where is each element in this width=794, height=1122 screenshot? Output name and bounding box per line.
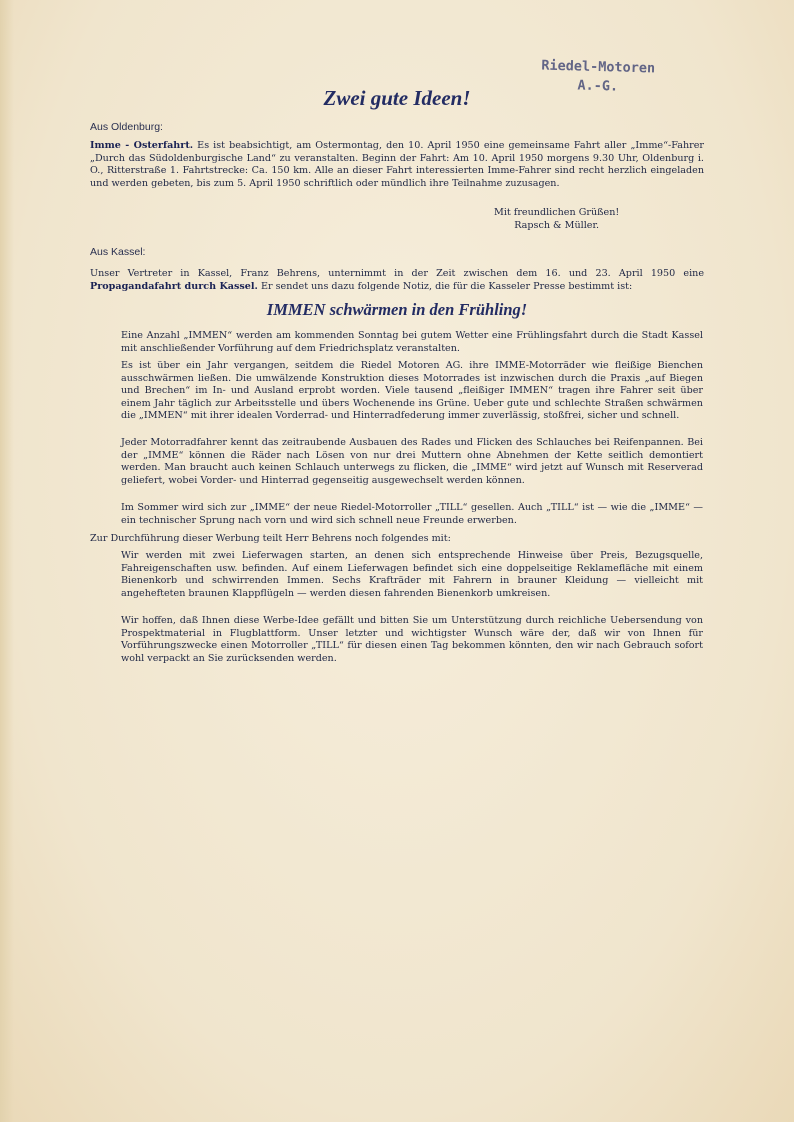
page-edge-shadow	[0, 0, 14, 1122]
kassel-intro-bold: Propagandafahrt durch Kassel.	[90, 280, 258, 292]
oldenburg-signature-block	[494, 206, 619, 232]
section-label-oldenburg: Aus Oldenburg:	[90, 121, 163, 133]
behrens-paragraph-1: Wir werden mit zwei Lieferwagen starten, an denen sich entsprechende Hinweise über Preis, Bezugsquelle, Fahreigenschaften usw. befinden. Auf einem Lieferwagen befindet sich eine doppelseitige Reklamefläche mit einem Bienenkorb und schwirrenden Immen. Sechs Krafträder mit Fahrern in brauner Kleidung — vielleicht mit angehefteten braunen Klappflügeln — werden diesen fahrenden Bienenkorb umkreisen.	[121, 550, 703, 599]
stamp-line-2: A.-G.	[577, 77, 619, 95]
behrens-intro: Zur Durchführung dieser Werbung teilt Herr Behrens noch folgendes mit:	[90, 533, 451, 544]
oldenburg-body: Es ist beabsichtigt, am Ostermontag, den 10. April 1950 eine gemeinsame Fahrt aller „Imme“-Fahrer „Durch das Südoldenburgische Land“ zu veranstalten. Beginn der Fahrt: Am 10. April 1950 morgens 9.30 Uhr, Oldenburg i. O., Ritterstraße 1. Fahrtstrecke: Ca. 150 km. Alle an dieser Fahrt interessierten Imme-Fahrer sind recht herzlich eingeladen und werden gebeten, bis zum 5. April 1950 schriftlich oder mündlich ihre Teilnahme zuzusagen.	[90, 140, 704, 189]
press-paragraph-1: Eine Anzahl „IMMEN“ werden am kommenden Sonntag bei gutem Wetter eine Frühlingsfahrt durch die Stadt Kassel mit anschließender Vorführung auf dem Friedrichsplatz veranstalten.	[121, 330, 703, 354]
press-paragraph-4: Im Sommer wird sich zur „IMME“ der neue Riedel-Motorroller „TILL“ gesellen. Auch „TILL“ ist — wie die „IMME“ — ein technischer Sprung nach vorn und wird sich schnell neue Freunde erwerben.	[121, 502, 703, 526]
press-paragraph-2: Es ist über ein Jahr vergangen, seitdem die Riedel Motoren AG. ihre IMME-Motorräder wie fleißige Bienchen ausschwärmen ließen. Die umwälzende Konstruktion dieses Motorrades ist inzwischen durch die Praxis „auf Biegen und Brechen“ im In- und Ausland erprobt worden. Viele tausend „fleißiger IMMEN“ tragen ihre Fahrer seit über einem Jahr täglich zur Arbeitsstelle und übers Wochenende ins Grüne. Ueber gute und schlechte Straßen schwärmen die „IMMEN“ mit ihrer idealen Vorderrad- und Hinterradfederung immer zuverlässig, stoßfrei, sicher und schnell.	[121, 360, 703, 422]
press-note-heading: IMMEN schwärmen in den Frühling!	[266, 300, 528, 319]
signature: Rapsch & Müller.	[514, 220, 600, 231]
section-label-kassel: Aus Kassel:	[90, 246, 146, 258]
kassel-intro-a: Unser Vertreter in Kassel, Franz Behrens, unternimmt in der Zeit zwischen dem 16. und 23. April 1950 eine	[90, 268, 704, 279]
press-paragraph-3: Jeder Motorradfahrer kennt das zeitraubende Ausbauen des Rades und Flicken des Schlauches bei Reifenpannen. Bei der „IMME“ können die Räder nach Lösen von nur drei Muttern ohne Abnehmen der Kette seitlich demontiert werden. Man braucht auch keinen Schlauch unterwegs zu flicken, die „IMME“ wird jetzt auf Wunsch mit Reserverad geliefert, wobei Vorder- und Hinterrad gegenseitig ausgewechselt werden können.	[121, 437, 703, 486]
oldenburg-lead: Imme - Osterfahrt.	[90, 140, 194, 151]
behrens-paragraph-2: Wir hoffen, daß Ihnen diese Werbe-Idee gefällt und bitten Sie um Unterstützung durch reichliche Uebersendung von Prospektmaterial in Flugblattform. Unser letzter und wichtigster Wunsch wäre der, daß wir von Ihnen für Vorführungszwecke einen Motorroller „TILL“ für diesen einen Tag bekommen könnten, den wir nach Gebrauch sofort wohl verpackt an Sie zurücksenden werden.	[121, 615, 703, 664]
stamp-line-1: Riedel-Motoren	[541, 57, 656, 77]
oldenburg-paragraph	[90, 140, 704, 190]
greeting: Mit freundlichen Grüßen!	[494, 207, 620, 218]
page-title: Zwei gute Ideen!	[323, 86, 471, 110]
kassel-intro	[90, 268, 704, 293]
kassel-intro-b: Er sendet uns dazu folgende Notiz, die für die Kasseler Presse bestimmt ist:	[257, 280, 633, 292]
